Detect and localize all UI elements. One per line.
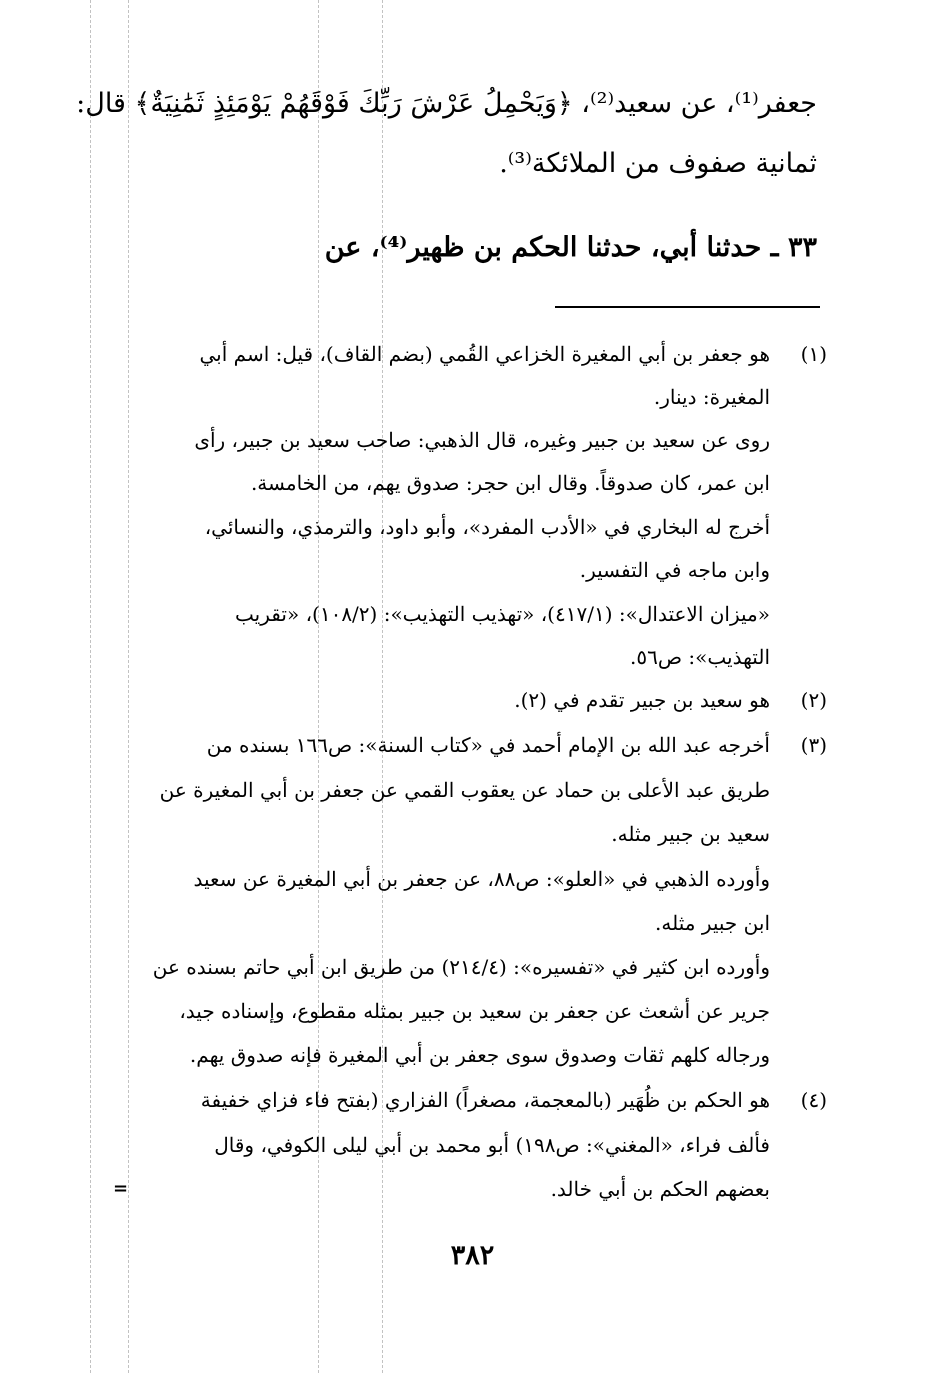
scan-guide-line xyxy=(318,0,319,1373)
footnote-3-line: وأورده ابن كثير في «تفسيره»: (٢١٤/٤) من طريق ابن أبي حاتم بسنده عن xyxy=(152,955,770,979)
footnote-2-number: (٢) xyxy=(800,688,827,712)
footnote-4-line: بعضهم الحكم بن أبي خالد. xyxy=(550,1177,770,1201)
footnote-1-line: أخرج له البخاري في «الأدب المفرد»، وأبو داود، والترمذي، والنسائي، xyxy=(204,515,770,539)
footnote-1-line: ابن عمر، كان صدوقاً. وقال ابن حجر: صدوق يهم، من الخامسة. xyxy=(250,471,770,495)
footnote-3-line: أخرجه عبد الله بن الإمام أحمد في «كتاب السنة»: ص١٦٦ بسنده من xyxy=(206,733,770,757)
footnote-4-number: (٤) xyxy=(800,1088,827,1112)
footnote-1-line: هو جعفر بن أبي المغيرة الخزاعي القُمي (بضم القاف)، قيل: اسم أبي xyxy=(199,342,770,366)
footnote-1-number: (١) xyxy=(800,342,827,366)
footnote-3-line: ورجاله كلهم ثقات وصدوق سوى جعفر بن أبي المغيرة فإنه صدوق يهم. xyxy=(189,1043,770,1067)
page-number: ٣٨٢ xyxy=(450,1240,495,1271)
footnote-3-line: طريق عبد الأعلى بن حماد عن يعقوب القمي عن جعفر بن أبي المغيرة عن xyxy=(159,778,770,802)
footnote-3-line: وأورده الذهبي في «العلو»: ص٨٨، عن جعفر بن أبي المغيرة عن سعيد xyxy=(193,867,770,891)
main-text-line-1: جعفر⁽¹⁾، عن سعيد⁽²⁾، ﴿وَيَحْمِلُ عَرْشَ رَبِّكَ فَوْقَهُمْ يَوْمَئِذٍ ثَمَٰنِيَةٌ﴾ قال: xyxy=(76,88,817,119)
scan-guide-line xyxy=(128,0,129,1373)
footnote-2-line: هو سعيد بن جبير تقدم في (٢). xyxy=(514,688,770,712)
footnote-1-line: روى عن سعيد بن جبير وغيره، قال الذهبي: صاحب سعيد بن جبير، رأى xyxy=(194,428,770,452)
hadith-33-line: ٣٣ ـ حدثنا أبي، حدثنا الحكم بن ظهير⁽⁴⁾، عن xyxy=(324,232,817,263)
footnote-1-line: «ميزان الاعتدال»: (٤١٧/١)، «تهذيب التهذيب»: (١٠٨/٢)، «تقريب xyxy=(235,602,770,626)
scan-guide-line xyxy=(382,0,383,1373)
scan-guide-line xyxy=(90,0,91,1373)
footnote-1-line: التهذيب»: ص٥٦. xyxy=(630,645,770,669)
footnote-3-line: جرير عن أشعث عن جعفر بن سعيد بن جبير بمثله مقطوع، وإسناده جيد، xyxy=(179,999,770,1023)
footnote-4-line: فألف فراء، «المغني»: ص١٩٨) أبو محمد بن أبي ليلى الكوفي، وقال xyxy=(214,1133,770,1157)
continuation-mark: = xyxy=(113,1178,129,1199)
footnote-3-line: سعيد بن جبير مثله. xyxy=(611,822,770,846)
footnote-3-number: (٣) xyxy=(800,733,827,757)
footnote-1-line: المغيرة: دينار. xyxy=(653,385,770,409)
footnote-4-line: هو الحكم بن ظُهَير (بالمعجمة، مصغراً) الفزاري (بفتح فاء فزاي خفيفة xyxy=(200,1088,770,1112)
footnote-3-line: ابن جبير مثله. xyxy=(655,911,770,935)
footnote-1-line: وابن ماجه في التفسير. xyxy=(579,558,770,582)
main-text-line-2: ثمانية صفوف من الملائكة⁽³⁾. xyxy=(499,148,817,179)
footnote-separator xyxy=(555,306,820,308)
